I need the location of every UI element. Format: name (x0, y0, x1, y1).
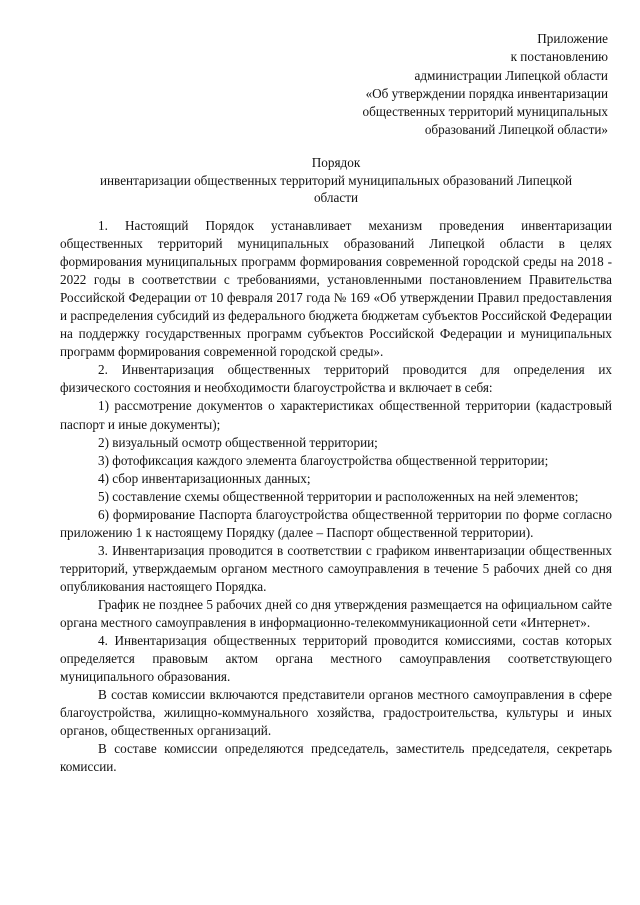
paragraph-3: 3. Инвентаризация проводится в соответствии с графиком инвентаризации общественных территорий, утверждаемым органом местного самоуправления в течение 5 рабочих дней со дня опубликования настоящего Порядка. (60, 542, 612, 594)
paragraph-4: 4. Инвентаризация общественных территорий проводится комиссиями, состав которых определяется правовым актом органа местного самоуправления соответствующего муниципального образования. (60, 633, 612, 685)
paragraph-schedule: График не позднее 5 рабочих дней со дня утверждения размещается на официальном сайте органа местного самоуправления в информационно-телекоммуникационной сети «Интернет». (60, 596, 612, 631)
title-subheading-line1: инвентаризации общественных территорий муниципальных образований Липецкой (99, 172, 573, 188)
title-heading: Порядок (311, 155, 361, 170)
paragraph-commission-roles: В составе комиссии определяются председатель, заместитель председателя, секретарь комиссии. (60, 741, 612, 775)
list-item-4: 4) сбор инвентаризационных данных; (98, 470, 311, 486)
list-item-6: 6) формирование Паспорта благоустройства общественной территории по форме согласно приложению 1 к настоящему Порядку (далее – Паспорт общественной территории). (60, 506, 612, 540)
appendix-line: к постановлению (510, 49, 608, 65)
paragraph-commission-members: В состав комиссии включаются представители органов местного самоуправления в сфере благоустройства, жилищно-коммунального хозяйства, градостроительства, культуры и иных органов, общественных организаций. (60, 687, 612, 739)
list-item-1: 1) рассмотрение документов о характеристиках общественной территории (кадастровый паспорт и иные документы); (60, 398, 612, 432)
list-item-3: 3) фотофиксация каждого элемента благоустройства общественной территории; (98, 452, 549, 468)
appendix-line: Приложение (537, 31, 608, 46)
appendix-line: общественных территорий муниципальных (362, 104, 608, 120)
document-title (50, 154, 622, 207)
appendix-line: администрации Липецкой области (414, 67, 608, 83)
paragraph-1: 1. Настоящий Порядок устанавливает механизм проведения инвентаризации общественных территорий муниципальных образований Липецкой области в целях формирования муниципальных программ формирования современной городской среды на 2018 - 2022 годы в соответствии с требованиями, установленными постановлением Правительства Российской Федерации от 10 февраля 2017 года № 169 «Об утверждении Правил предоставления и распределения субсидий из федерального бюджета бюджетам субъектов Российской Федерации на поддержку государственных программ субъектов Российской Федерации и муниципальных программ формирования современной городской среды». (60, 218, 612, 360)
document-body (60, 217, 612, 776)
list-item-2: 2) визуальный осмотр общественной территории; (98, 434, 378, 450)
list-item-5: 5) составление схемы общественной территории и расположенных на ней элементов; (98, 488, 579, 504)
paragraph-2: 2. Инвентаризация общественных территорий проводится для определения их физического состояния и необходимости благоустройства и включает в себя: (60, 362, 612, 396)
appendix-line: образований Липецкой области» (424, 122, 608, 138)
title-subheading-line2: области (313, 190, 359, 205)
appendix-line: «Об утверждении порядка инвентаризации (365, 85, 608, 101)
appendix-header (288, 30, 608, 140)
